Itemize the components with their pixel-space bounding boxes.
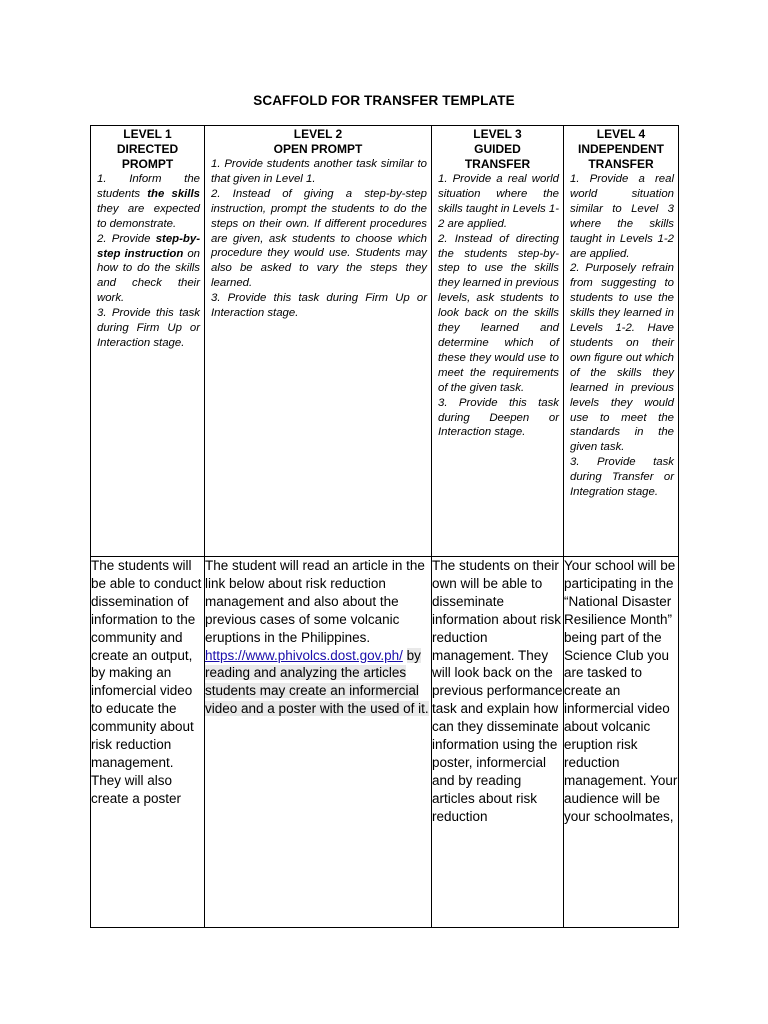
level-3-task-cell xyxy=(432,557,564,928)
instruction-item: 3. Provide this task during Firm Up or Interaction stage. xyxy=(97,307,200,349)
instruction-item: 3. Provide this task during Deepen or Interaction stage. xyxy=(438,396,559,439)
level-2-task-text-highlighted: by reading and analyzing the articles students may create an informercial video and a poster with the used of it. xyxy=(205,647,429,717)
level-3-heading: LEVEL 3 GUIDED TRANSFER xyxy=(464,127,531,171)
level-1-task-text: The students will be able to conduct dissemination of information to the community and create an output, by making an infomercial video to educate the community about risk reduction management. They will also create a poster xyxy=(91,558,202,806)
level-4-task-cell xyxy=(564,557,679,928)
instruction-item: 3. Provide task during Transfer or Integration stage. xyxy=(570,456,674,499)
level-2-heading: LEVEL 2 OPEN PROMPT xyxy=(273,127,363,156)
instruction-item: 1. Provide a real world situation similar to Level 3 where the skills taught in Levels 1-2 are applied. xyxy=(570,173,674,260)
instruction-item: 1. Provide a real world situation where the skills taught in Levels 1- 2 are applied. xyxy=(438,173,559,230)
instructions-row xyxy=(91,126,679,557)
level-1-instructions xyxy=(91,172,204,353)
level-2-instructions xyxy=(205,157,431,323)
instruction-item: 1. Inform the students the skills they are expected to demonstrate. xyxy=(97,173,200,230)
level-3-instructions xyxy=(432,172,563,442)
level-3-task-text: The students on their own will be able to disseminate information about risk reduction management. They will look back on the previous performance task and explain how can they disseminate information using the poster, informercial and by reading articles about risk reduction xyxy=(432,558,563,824)
level-1-heading: LEVEL 1 DIRECTED PROMPT xyxy=(116,127,179,171)
level-4-instructions-cell xyxy=(564,126,679,557)
level-1-task-cell xyxy=(91,557,205,928)
tasks-row xyxy=(91,557,679,928)
phivolcs-link[interactable]: https://www.phivolcs.dost.gov.ph/ xyxy=(205,647,403,663)
level-3-instructions-cell xyxy=(432,126,564,557)
level-4-heading: LEVEL 4 INDEPENDENT TRANSFER xyxy=(577,127,664,171)
level-2-task-cell xyxy=(205,557,432,928)
level-1-instructions-cell xyxy=(91,126,205,557)
level-4-task-text: Your school will be participating in the “National Disaster Resilience Month” being part of the Science Club you are tasked to create an informercial video about volcanic eruption risk reduction management. Your audience will be your schoolmates, xyxy=(564,558,678,824)
instruction-item: 2. Instead of giving a step-by-step instruction, prompt the students to do the steps on their own. If different procedures are given, ask students to choose which procedure they would use. Students may also be asked to vary the steps they learned. xyxy=(211,187,427,290)
scaffold-table xyxy=(90,125,679,928)
instruction-item: 2. Purposely refrain from suggesting to students to use the skills they learned in Levels 1-2. Have students on their own figure out which of the skills they learned in previous levels they would use to meet the standards in the given task. xyxy=(570,262,674,454)
instruction-item: 2. Instead of directing the students step-by-step to use the skills they learned in previous levels, ask students to look back on the skills they learned and determine which of these they would use to meet the requirements of the given task. xyxy=(438,232,559,394)
level-2-instructions-cell xyxy=(205,126,432,557)
page-title: SCAFFOLD FOR TRANSFER TEMPLATE xyxy=(253,93,515,108)
instruction-item: 2. Provide step-by-step instruction on how to do the skills and check their work. xyxy=(97,232,200,305)
instruction-item: 1. Provide students another task similar to that given in Level 1. xyxy=(211,158,427,185)
level-2-task-text: The student will read an article in the link below about risk reduction management and also about the previous cases of some volcanic eruptions in the Philippines. xyxy=(205,558,425,645)
instruction-item: 3. Provide this task during Firm Up or Interaction stage. xyxy=(211,292,427,320)
level-4-instructions xyxy=(564,172,678,502)
